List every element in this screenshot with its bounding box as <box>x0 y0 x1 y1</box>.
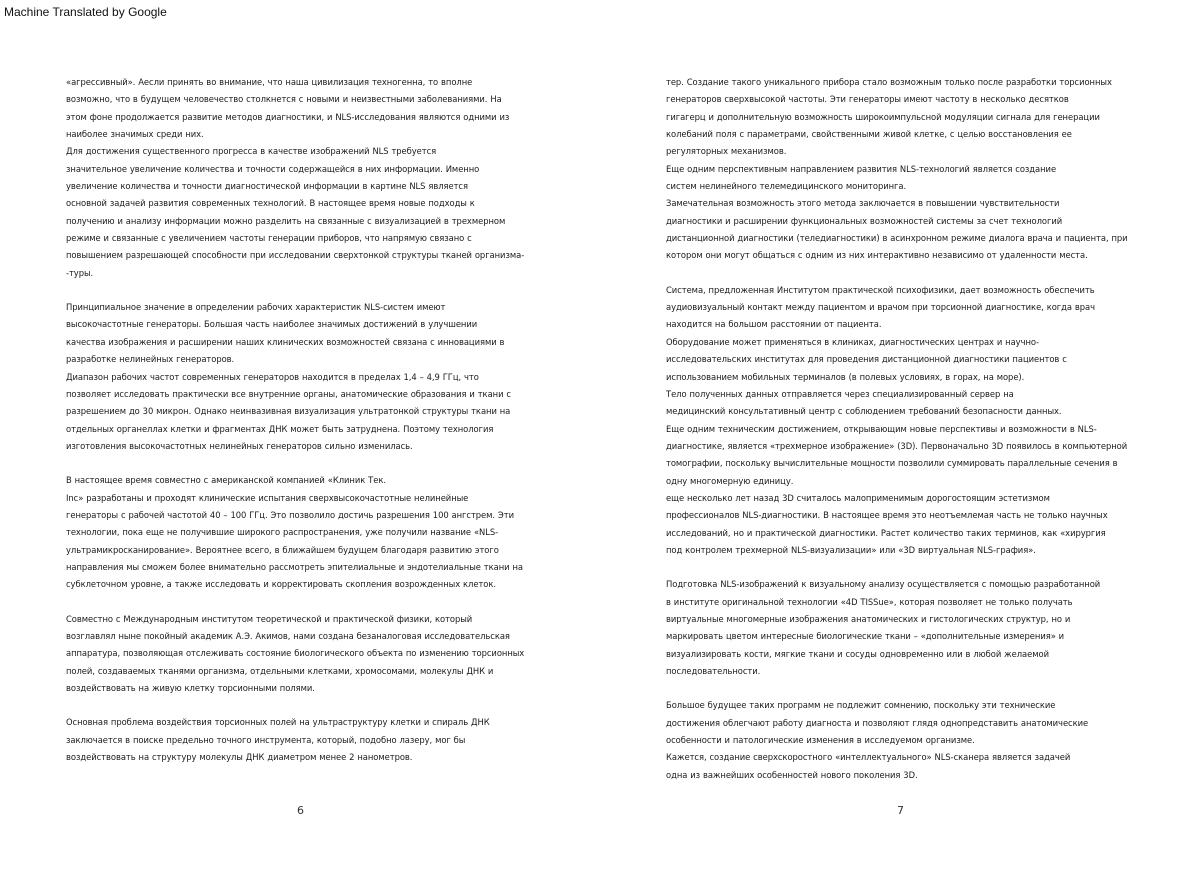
page-number-right: 7 <box>897 804 904 817</box>
right-paragraph: Кажется, создание сверхскоростного «интеллектуального» NLS-сканера является задачей одна из важнейших особенностей нового поколения 3D. <box>666 752 1071 780</box>
right-paragraph: еще несколько лет назад 3D считалось малоприменимым дорогостоящим эстетизмом профессионалов NLS-диагностики. В настоящее время это неотъемлемая часть не только научных исследований, но и практической диагностики. Растет количество таких терминов, как «хирургия под контролем трехмерной NLS-визуализации» или «3D виртуальная NLS-графия». <box>666 492 1108 555</box>
right-paragraph: тер. Создание такого уникального прибора стало возможным только после разработки торсионных генераторов сверхвысокой частоты. Эти генераторы имеют частоту в несколько десятков гигагерц и дополнительную возможность широкоимпульсной модуляции сигнала для генерации колебаний поля с параметрами, свойственными живой клетке, с целью восстановления ее регуляторных механизмов. <box>666 77 1112 157</box>
left-paragraph: «агрессивный». Аесли принять во внимание, что наша цивилизация техногенна, то вполне возможно, что в будущем человечество столкнется с новыми и неизвестными заболеваниями. На этом фоне продолжается развитие методов диагностики, и NLS-исследования являются одними из наиболее значимых среди них. <box>66 77 510 140</box>
paragraph-gap <box>66 594 540 611</box>
left-page-text-column <box>66 74 540 766</box>
left-paragraph: Основная проблема воздействия торсионных полей на ультраструктуру клетки и спираль ДНК заключается в поиске предельно точного инструмента, который, подобно лазеру, мог бы воздействовать на структуру молекулы ДНК диаметром менее 2 нанометров. <box>66 717 490 763</box>
paragraph-gap <box>66 282 540 299</box>
right-paragraph: Система, предложенная Институтом практической психофизики, дает возможность обеспечить аудиовизуальный контакт между пациентом и врачом при торсионной диагностике, когда врач находится на большом расстоянии от пациента. <box>666 284 1095 330</box>
right-paragraph: Замечательная возможность этого метода заключается в повышении чувствительности диагностики и расширении функциональных возможностей системы за счет технологий дистанционной диагностики (теледиагностики) в асинхронном режиме диалога врача и пациента, при котором они могут общаться с одним из них интерактивно независимо от удаленности места. <box>666 198 1128 261</box>
right-paragraph: Тело полученных данных отправляется через специализированный сервер на медицинский консультативный центр с соблюдением требований безопасности данных. <box>666 388 1062 417</box>
right-paragraph: Оборудование может применяться в клиниках, диагностических центрах и научно- исследовательских институтах для проведения дистанционной диагностики пациентов с использованием мобильных терминалов (в полевых условиях, в горах, на море). <box>666 336 1067 382</box>
paragraph-gap <box>66 455 540 472</box>
left-paragraph: Принципиальное значение в определении рабочих характеристик NLS-систем имеют высокочастотные генераторы. Большая часть наиболее значимых достижений в улучшении качества изображения и расширении наших клинических возможностей связана с инновациями в разработке нелинейных генераторов. Диапазон рабочих частот современных генераторов находится в пределах 1,4 – 4,9 ГГц, что позволяет исследовать практически все внутренние органы, анатомические образования и ткани с разрешением до 30 микрон. Однако неинвазивная визуализация ультратонкой структуры ткани на отдельных органеллах клетки и фрагментах ДНК может быть затруднена. Поэтому технология изготовления высокочастотных нелинейных генераторов сильно изменилась. <box>66 302 511 451</box>
right-paragraph: Большое будущее таких программ не подлежит сомнению, поскольку эти технические достижения облегчают работу диагноста и позволяют глядя однопредставить анатомические особенности и патологические изменения в исследуемом организме. <box>666 700 1089 746</box>
right-paragraph: Еще одним техническим достижением, открывающим новые перспективы и возможности в NLS- диагностике, является «трехмерное изображение» (3D). Первоначально 3D появилось в компьютерной томографии, поскольку вычислительные мощности позволили суммировать параллельные сечения в одну многомерную единицу. <box>666 423 1128 486</box>
machine-translation-banner: Machine Translated by Google <box>4 5 167 19</box>
paragraph-gap <box>666 680 1140 697</box>
paragraph-gap <box>666 559 1140 576</box>
right-paragraph: Еще одним перспективным направлением развития NLS-технологий является создание систем нелинейного телемедицинского мониторинга. <box>666 163 1057 192</box>
left-paragraph: В настоящее время совместно с американской компанией «Клиник Тек. Inc» разработаны и проходят клинические испытания сверхвысокочастотные нелинейные генераторы с рабочей частотой 40 – 100 ГГц. Это позволило достичь разрешения 100 ангстрем. Эти технологии, пока еще не получившие широкого распространения, уже получили название «NLS- ультрамикросканирование». Вероятнее всего, в ближайшем будущем благодаря развитию этого направления мы сможем более внимательно рассмотреть эпителиальные и эндотелиальные ткани на субклеточном уровне, а также исследовать и корректировать скопления возрожденных клеток. <box>66 475 523 590</box>
page-right <box>600 0 1200 869</box>
paragraph-gap <box>666 265 1140 282</box>
right-paragraph: Подготовка NLS-изображений к визуальному анализу осуществляется с помощью разработанной в институте оригинальной технологии «4D TISSue», которая позволяет не только получать виртуальные многомерные изображения анатомических и гистологических структур, но и маркировать цветом интересные биологические ткани – «дополнительные измерения» и визуализировать кости, мягкие ткани и сосуды одновременно или в любой желаемой последовательности. <box>666 579 1101 676</box>
right-page-text-column <box>666 74 1140 784</box>
paragraph-gap <box>66 697 540 714</box>
left-paragraph: Совместно с Международным институтом теоретической и практической физики, который возглавлял ныне покойный академик А.Э. Акимов, нами создана безаналоговая исследовательская аппаратура, позволяющая отслеживать состояние биологического объекта по изменению торсионных полей, создаваемых тканями организма, отдельными клетками, хромосомами, молекулы ДНК и воздействовать на живую клетку торсионными полями. <box>66 613 525 693</box>
left-paragraph: Для достижения существенного прогресса в качестве изображений NLS требуется значительное увеличение количества и точности содержащейся в них информации. Именно увеличение количества и точности диагностической информации в картине NLS является основной задачей развития современных технологий. В настоящее время новые подходы к получению и анализу информации можно разделить на связанные с визуализацией в трехмерном режиме и связанные с увеличением частоты генерации приборов, что напрямую связано с повышением разрешающей способности при исследовании сверхтонкой структуры тканей организма- -туры. <box>66 146 525 278</box>
page-number-left: 6 <box>297 804 304 817</box>
